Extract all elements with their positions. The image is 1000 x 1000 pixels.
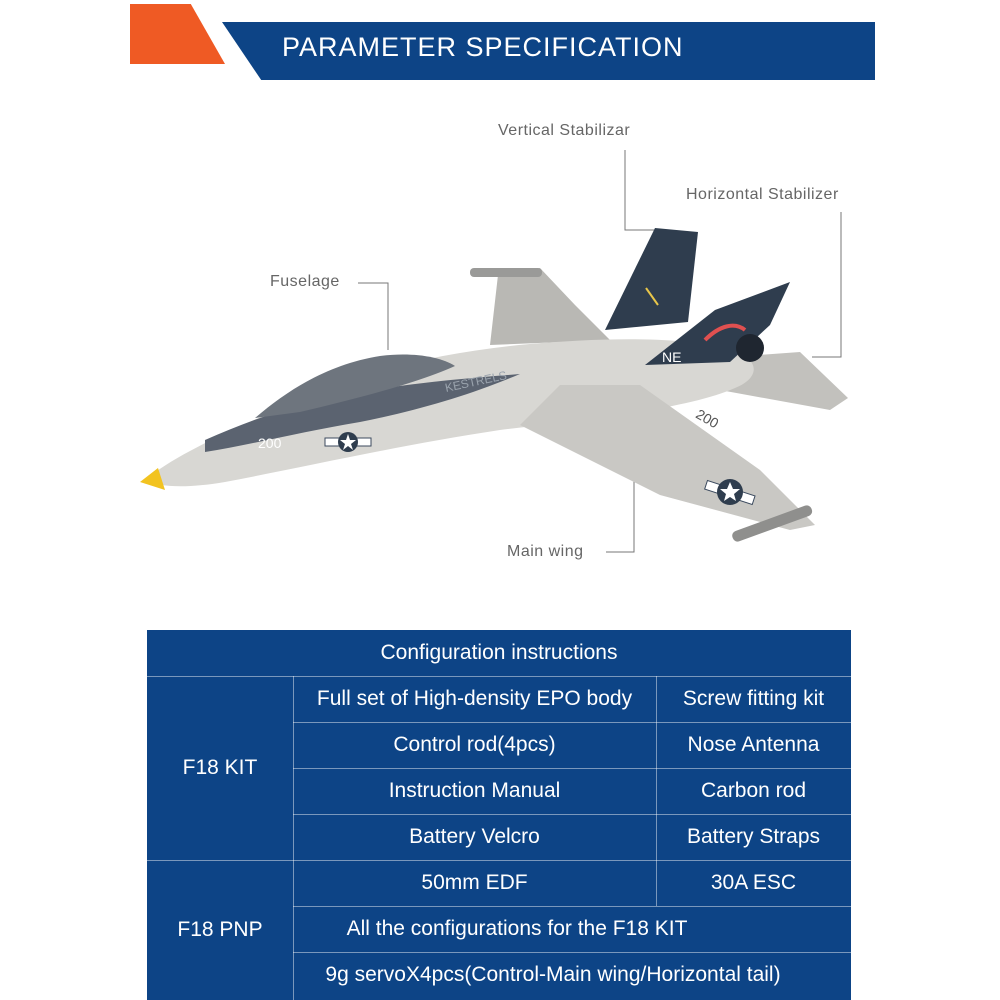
table-cell: All the configurations for the F18 KIT — [346, 917, 688, 940]
far-wing-missile — [470, 268, 542, 277]
main-wing-label: Main wing — [507, 543, 584, 560]
kit-label: F18 KIT — [182, 756, 258, 779]
table-cell: Control rod(4pcs) — [393, 733, 556, 756]
table-cell: Carbon rod — [700, 779, 807, 802]
callout-line-horizontal-stabilizer — [812, 212, 841, 357]
pnp-label: F18 PNP — [177, 918, 263, 941]
tail-text: NE — [662, 349, 682, 365]
wing-number: 200 — [693, 405, 722, 432]
table-cell: Screw fitting kit — [682, 687, 825, 710]
fuselage-text: KESTRELS — [443, 368, 508, 395]
table-cell: Battery Straps — [686, 825, 821, 848]
table-cell: 50mm EDF — [421, 871, 528, 894]
engine-exhaust — [736, 334, 764, 362]
table-cell: 30A ESC — [710, 871, 797, 894]
page-title: PARAMETER SPECIFICATION — [282, 32, 684, 62]
horizontal-stabilizer-label: Horizontal Stabilizer — [686, 186, 839, 203]
nose-number: 200 — [258, 435, 282, 451]
callout-line-main-wing — [606, 478, 634, 552]
table-cell: 9g servoX4pcs(Control-Main wing/Horizontal tail) — [325, 963, 781, 986]
callout-line-fuselage — [358, 283, 388, 350]
vertical-stabilizer-shape — [605, 228, 698, 330]
fuselage-label: Fuselage — [270, 273, 340, 290]
configuration-table — [147, 630, 851, 1000]
far-main-wing — [490, 268, 610, 345]
near-main-wing — [520, 385, 815, 530]
table-title: Configuration instructions — [380, 641, 618, 664]
callout-line-vertical-stabilizer — [625, 150, 655, 230]
table-cell: Nose Antenna — [687, 733, 820, 756]
table-cell: Instruction Manual — [388, 779, 561, 802]
table-cell: Full set of High-density EPO body — [316, 687, 633, 710]
vertical-stabilizer-label: Vertical Stabilizar — [498, 122, 631, 139]
table-cell: Battery Velcro — [409, 825, 540, 848]
